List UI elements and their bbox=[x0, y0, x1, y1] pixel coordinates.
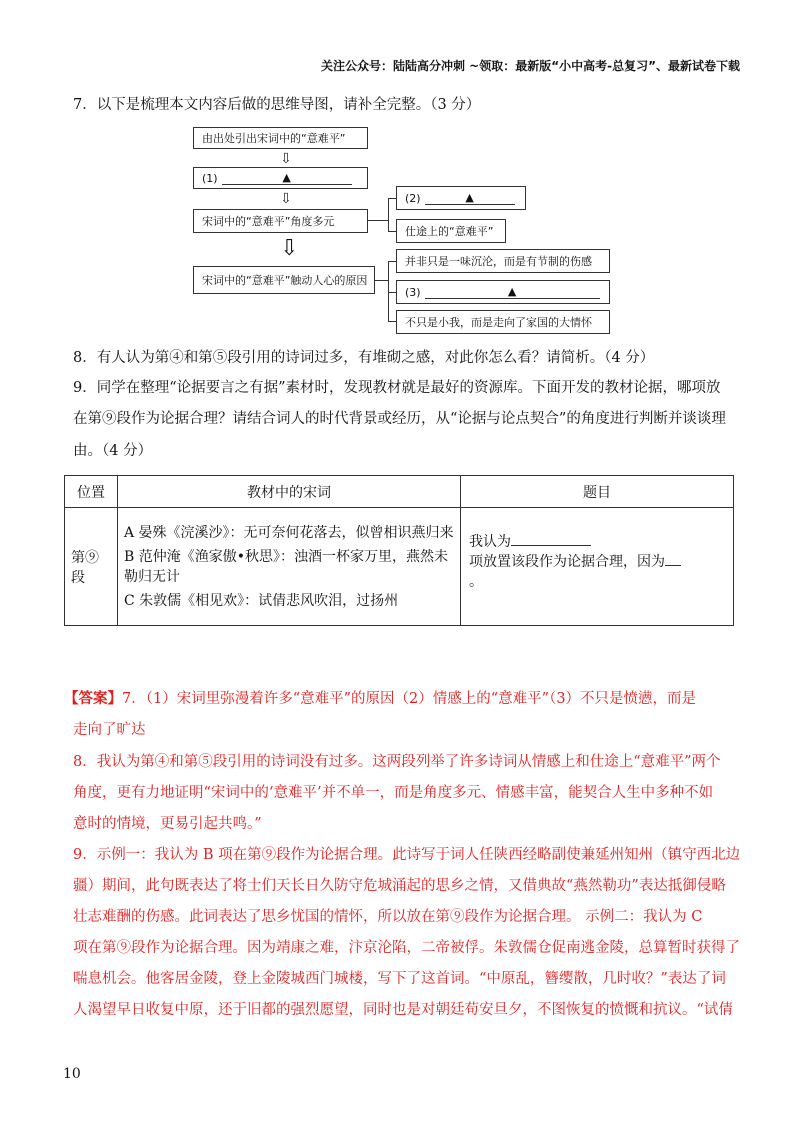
down-arrow-icon: ⇩ bbox=[280, 236, 299, 261]
answer-line-9: 项在第⑨段作为论据合理。因为靖康之难，汴京沦陷，二帝被俘。朱敦儒仓促南逃金陵，总算暂时获得了 bbox=[73, 940, 740, 956]
triangle-marker-icon: ▲ bbox=[425, 285, 600, 299]
option-a: A 晏殊《浣溪沙》：无可奈何花落去，似曾相识燕归来 bbox=[124, 524, 454, 541]
answer-blank-reason bbox=[665, 565, 681, 566]
page-number: 10 bbox=[63, 1066, 81, 1082]
question-9-line-1: 9．同学在整理“论据要言之有据”素材时，发现教材就是最好的资源库。下面开发的教材论据，哪项放 bbox=[73, 380, 721, 396]
answer-line-3: 8．我认为第④和第⑤段引用的诗词没有过多。这两段列举了许多诗词从情感上和仕途上“意难平”两个 bbox=[73, 754, 721, 770]
answer-line-4: 角度，更有力地证明“宋词中的‘意难平’并不单一，而是角度多元、情感丰富，能契合人生中多种不如 bbox=[73, 785, 714, 801]
mindmap-box-career: 仕途上的“意难平” bbox=[396, 219, 506, 243]
option-c: C 朱敦儒《相见欢》：试倩悲风吹泪，过扬州 bbox=[124, 592, 399, 609]
table-header-topic: 题目 bbox=[461, 476, 734, 508]
answer-line-7: 疆）期间，此句既表达了将士们天长日久防守危城涌起的思乡之情，又借典故“燕然勒功”表达抵御侵略 bbox=[73, 878, 726, 894]
down-arrow-icon: ⇩ bbox=[280, 151, 292, 167]
answer-line-5: 意时的情境，更易引起共鸣。” bbox=[73, 816, 262, 832]
mindmap-box-blank-2 bbox=[396, 186, 526, 210]
table-header-position: 位置 bbox=[65, 476, 118, 508]
mindmap-box-source: 由出处引出宋词中的“意难平” bbox=[193, 127, 368, 149]
answer-prompt-c: 。 bbox=[469, 574, 483, 590]
triangle-marker-icon: ▲ bbox=[425, 191, 515, 205]
answer-blank-choice bbox=[511, 545, 591, 546]
answer-line-6: 9．示例一：我认为 B 项在第⑨段作为论据合理。此诗写于词人任陕西经略副使兼延州知州（镇守西北边 bbox=[73, 847, 741, 863]
blank-1-label: (1) bbox=[202, 171, 218, 185]
materials-table bbox=[64, 475, 734, 626]
mindmap-box-angles: 宋词中的“意难平”角度多元 bbox=[193, 209, 368, 233]
question-8: 8．有人认为第④和第⑤段引用的诗词过多，有堆砌之感，对此你怎么看？请简析。（4 分） bbox=[73, 350, 655, 366]
table-cell-position: 第⑨段 bbox=[65, 508, 118, 626]
answer-prompt-a: 我认为 bbox=[469, 534, 511, 550]
question-9-line-2: 在第⑨段作为论据合理？请结合词人的时代背景或经历，从“论据与论点契合”的角度进行判断并谈谈理 bbox=[73, 411, 726, 427]
question-9-line-3: 由。（4 分） bbox=[73, 443, 153, 459]
answer-line-1 bbox=[64, 689, 696, 709]
option-b: B 范仲淹《渔家傲•秋思》：浊酒一杯家万里，燕然未勒归无计 bbox=[124, 548, 448, 585]
blank-2-label: (2) bbox=[405, 191, 421, 205]
answer-text: 7．（1）宋词里弥漫着许多“意难平”的原因（2）情感上的“意难平”（3）不只是愤懑，而是 bbox=[122, 691, 697, 707]
mindmap-box-restraint: 并非只是一味沉沦，而是有节制的伤感 bbox=[396, 249, 610, 273]
mindmap-box-blank-1 bbox=[193, 167, 368, 189]
answer-line-8: 壮志难酬的伤感。此词表达了思乡忧国的情怀，所以放在第⑨段作为论据合理。 示例二：我认为 C bbox=[73, 909, 703, 925]
answer-line-11: 人渴望早日收复中原，还于旧都的强烈愿望，同时也是对朝廷苟安旦夕，不图恢复的愤慨和抗议。“试倩 bbox=[73, 1002, 733, 1018]
table-header-poem: 教材中的宋词 bbox=[118, 476, 461, 508]
down-arrow-icon: ⇩ bbox=[280, 191, 292, 207]
triangle-marker-icon: ▲ bbox=[222, 171, 352, 185]
mindmap-box-reasons: 宋词中的“意难平”触动人心的原因 bbox=[193, 266, 375, 294]
answer-tag: 【答案】 bbox=[64, 690, 122, 707]
answer-line-10: 喘息机会。他客居金陵，登上金陵城西门城楼，写下了这首词。“中原乱，簪缨散，几时收？”表达了词 bbox=[73, 971, 726, 987]
mindmap-box-homeland: 不只是小我，而是走向了家国的大情怀 bbox=[396, 310, 610, 334]
blank-3-label: (3) bbox=[405, 285, 421, 299]
answer-line-2: 走向了旷达 bbox=[73, 722, 146, 738]
mindmap-box-blank-3 bbox=[396, 280, 610, 304]
question-7: 7．以下是梳理本文内容后做的思维导图，请补全完整。（3 分） bbox=[73, 97, 481, 113]
page-header: 关注公众号：陆陆高分冲刺 ~领取：最新版“小中高考-总复习”、最新试卷下载 bbox=[321, 59, 740, 73]
answer-prompt-b: 项放置该段作为论据合理，因为 bbox=[469, 554, 665, 570]
